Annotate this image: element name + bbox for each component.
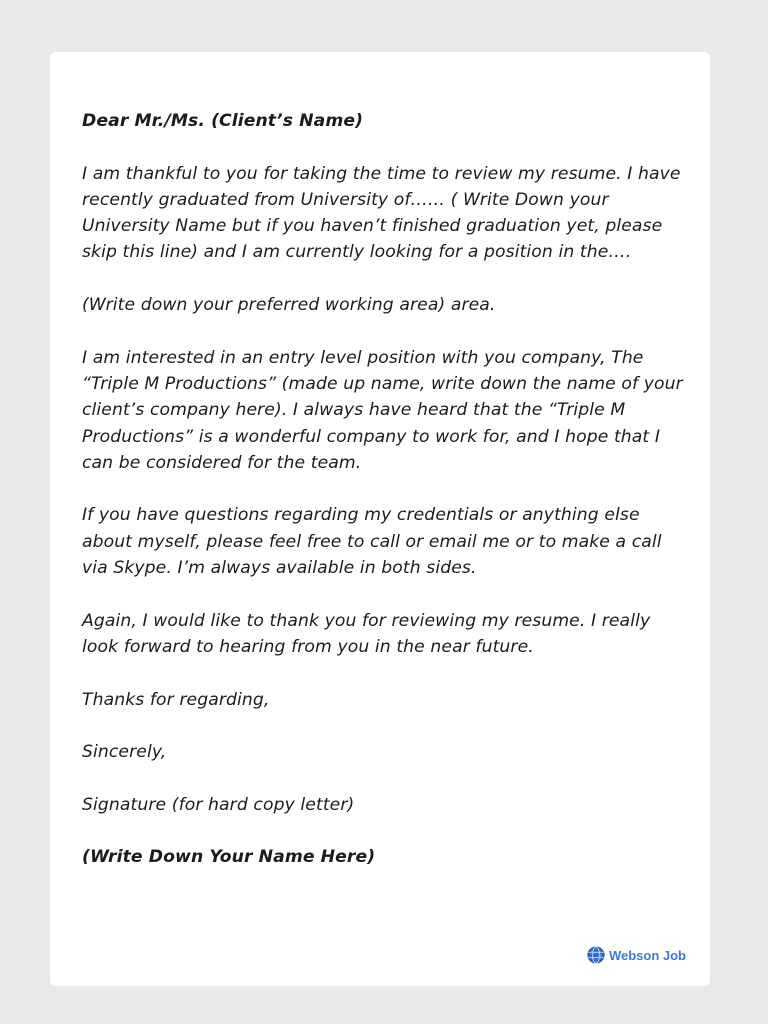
closing-line: Sincerely, [82, 742, 167, 763]
paragraph-interest: I am interested in an entry level position with you company, The “Triple M Productions” (made up name, write down the name of your client’s company here). I always have heard that the “Triple M Productions” is a wonderful company to work for, and I hope that I can be considered for the team. [82, 347, 683, 473]
logo-text: Webson Job [608, 947, 686, 963]
paragraph-working-area: (Write down your preferred working area) area. [82, 295, 496, 316]
globe-logo-icon [587, 946, 605, 964]
paragraph-contact: If you have questions regarding my credentials or anything else about myself, please feel free to call or email me or to make a call via Skype. I’m always available in both sides. [82, 505, 662, 579]
name-placeholder: (Write Down Your Name Here) [82, 847, 376, 868]
salutation: Dear Mr./Ms. (Client’s Name) [82, 111, 364, 131]
signature-line: Signature (for hard copy letter) [82, 794, 355, 815]
paragraph-intro: I am thankful to you for taking the time to review my resume. I have recently graduated from University of…… ( Write Down your University Name but if you haven’t finished graduation yet, please skip this line) and I am currently looking for a position in the…. [82, 163, 681, 263]
webson-job-logo [587, 946, 686, 964]
paragraph-thanks: Again, I would like to thank you for reviewing my resume. I really look forward to hearing from you in the near future. [82, 610, 651, 657]
letter-body [82, 108, 690, 871]
letter-page [50, 52, 710, 986]
thanks-line: Thanks for regarding, [82, 689, 270, 710]
